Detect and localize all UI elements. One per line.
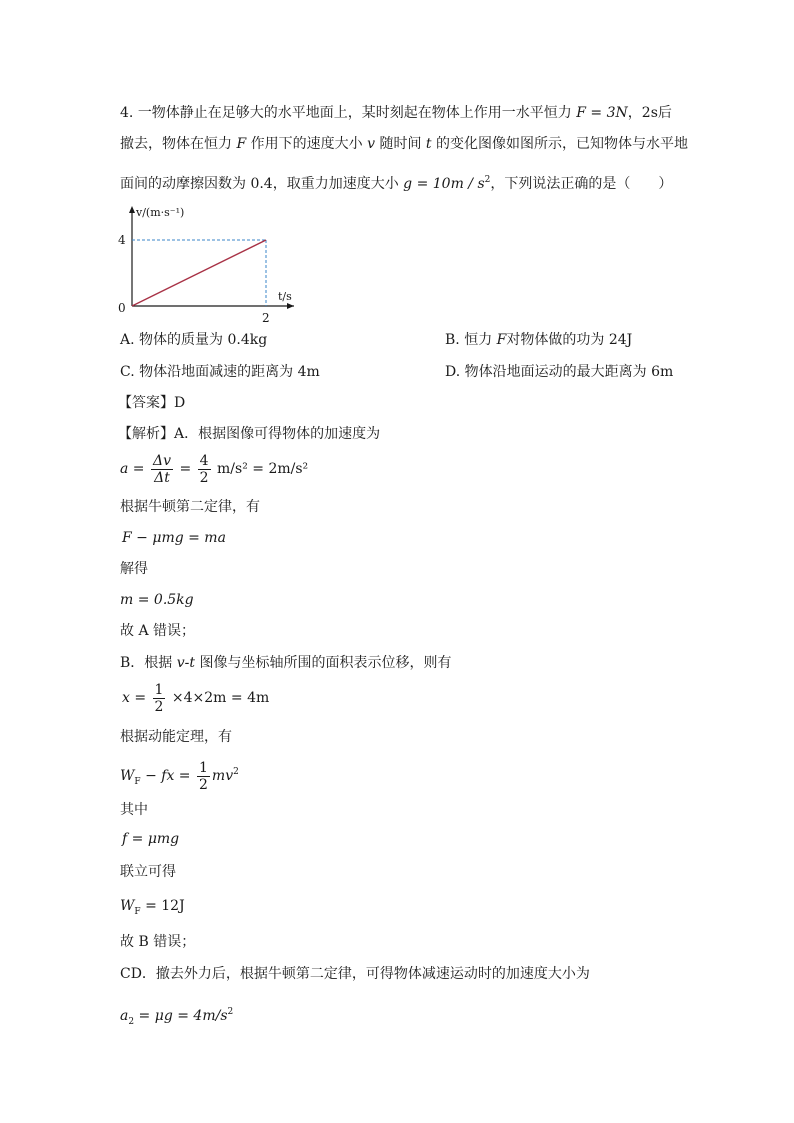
answer-label: 【答案】 <box>118 395 174 411</box>
option-a[interactable]: A. 物体的质量为 0.4kg <box>120 332 268 348</box>
combine-text: 联立可得 <box>120 864 176 880</box>
y-axis-arrow-icon <box>129 206 135 213</box>
work-result: $W_F = 12J$ <box>120 898 185 917</box>
x-axis-label: t/s <box>278 290 292 303</box>
x-axis-arrow-icon <box>287 303 294 309</box>
chart-layer <box>118 206 294 325</box>
fraction-half-ke: $\frac{1}{2}$ <box>199 759 208 793</box>
fraction-4-over-2: $\frac{4}{2}$ <box>199 452 209 486</box>
question-line-2: 撤去，物体在恒力 F 作用下的速度大小 v 随时间 t 的变化图像如图所示，已知物体与水平地 <box>120 136 688 152</box>
graph-svg <box>112 202 312 327</box>
option-b[interactable]: B. 恒力 F对物体做的功为 24J <box>445 332 633 348</box>
question-line-1: 4. 一物体静止在足够大的水平地面上，某时刻起在物体上作用一水平恒力 F = 3N，2s后 <box>120 105 672 121</box>
cd-intro: CD．撤去外力后，根据牛顿第二定律，可得物体减速运动时的加速度大小为 <box>120 966 590 982</box>
y-axis-label: v/(m·s⁻¹) <box>136 206 185 219</box>
origin-label: 0 <box>118 301 126 315</box>
newton-equation: F − μmg = ma <box>122 530 226 546</box>
series-line <box>132 240 266 306</box>
acceleration-formula: a = $\frac{\Delta v}{\Delta t}$ = $\frac{4}{2}$ m/s² = 2m/s² <box>120 452 309 486</box>
a-wrong-text: 故 A 错误； <box>120 623 196 639</box>
option-d[interactable]: D. 物体沿地面运动的最大距离为 6m <box>445 364 674 380</box>
question-number: 4. <box>120 105 134 121</box>
analysis-line-a-intro: 【解析】A．根据图像可得物体的加速度为 <box>118 426 381 442</box>
question-line-3: 面间的动摩擦因数为 0.4，取重力加速度大小 $g = 10m / s^2$，下列说法正确的是（ ） <box>120 175 673 192</box>
fraction-delta-v-over-delta-t: $\frac{\Delta v}{\Delta t}$ <box>152 452 172 486</box>
b-wrong-text: 故 B 错误； <box>120 934 196 950</box>
force-equation: F = 3N <box>576 105 628 121</box>
friction-equation: f = μmg <box>122 831 180 847</box>
mass-equation: m = 0.5kg <box>120 592 194 608</box>
analysis-label: 【解析】 <box>118 426 174 442</box>
ke-intro: 根据动能定理，有 <box>120 729 232 745</box>
displacement-formula: x = $\frac{1}{2}$ ×4×2m = 4m <box>122 681 270 715</box>
y-tick-label: 4 <box>118 233 126 247</box>
velocity-time-graph <box>112 202 312 327</box>
work-energy-formula: $W_F$ − fx = $\frac{1}{2}$ $mv^2$ <box>120 759 239 793</box>
solve-text: 解得 <box>120 561 148 577</box>
deceleration-equation: $a_2 = \mu g = 4m/s^2$ <box>120 1007 234 1027</box>
newton-intro: 根据牛顿第二定律，有 <box>120 499 260 515</box>
x-tick-label: 2 <box>262 311 270 325</box>
gravity-equation: g = 10m / s <box>403 176 485 192</box>
b-intro: B．根据 v-t 图像与坐标轴所围的面积表示位移，则有 <box>120 655 452 671</box>
answer-line <box>118 393 185 413</box>
fraction-half: $\frac{1}{2}$ <box>154 681 164 715</box>
option-c[interactable]: C. 物体沿地面减速的距离为 4m <box>120 364 320 380</box>
where-text: 其中 <box>120 802 148 818</box>
answer-value: D <box>174 395 186 411</box>
